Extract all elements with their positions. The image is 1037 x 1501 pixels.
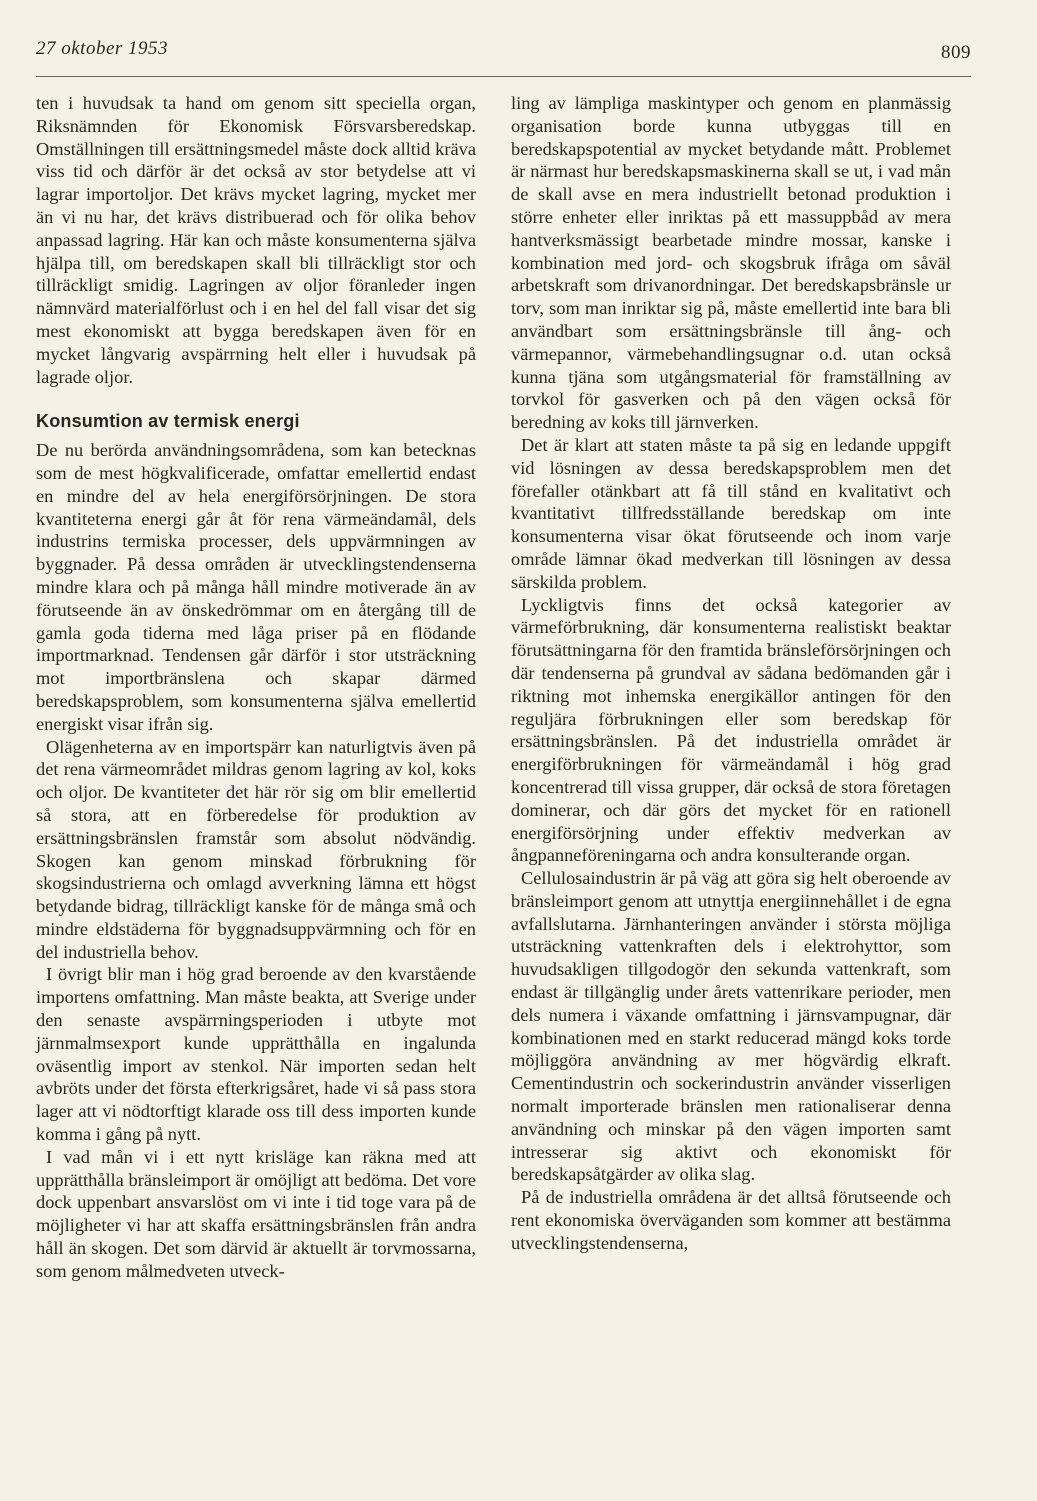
paragraph: ten i huvudsak ta hand om genom sitt speciella organ, Riksnämnden för Ekonomisk Försvarsberedskap. Omställningen till ersättningsmedel måste dock alltid kräva viss tid och därför är det också av stor betydelse att vi lagrar importoljor. Det krävs mycket lagring, mycket mer än vi nu har, det krävs distribuerad och för olika behov anpassad lagring. Här kan och måste konsumenterna själva hjälpa till, om beredskapen skall bli tillräckligt stor och tillräckligt smidig. Lagringen av oljor föranleder ingen nämnvärd materialförlust och i en hel del fall visar det sig mest ekonomiskt att bygga beredskapen även för en mycket långvarig avspärrning helt eller i huvudsak på lagrade oljor. xyxy=(36,93,476,387)
paragraph: På de industriella områdena är det alltså förutseende och rent ekonomiska överväganden som kommer att bestämma utvecklingstendenserna, xyxy=(511,1187,951,1253)
left-column xyxy=(36,92,476,1283)
paragraph: I vad mån vi i ett nytt krisläge kan räkna med att upprätthålla bränsleimport är omöjligt att bedöma. Det vore dock uppenbart ansvarslöst om vi inte i tid toge vara på de möjligheter vi har att skaffa ersättningsbränslen från andra håll än skogen. Det som därvid är aktuellt är torvmossarna, som genom målmedveten utveck- xyxy=(36,1146,476,1281)
page-header xyxy=(36,36,971,77)
paragraph: Cellulosaindustrin är på väg att göra sig helt oberoende av bränsleimport genom att utnyttja energiinnehållet i de egna avfallslutarna. Järnhanteringen använder i största möjliga utsträckning vattenkraften dels i elektrohyttor, som huvudsakligen tillgodogör den sekunda vattenkraft, som endast är tillgänglig under årets vattenrikare perioder, men dels numera i växande omfattning i järnsvampugnar, där kombinationen med en starkt reducerad mängd koks torde möjliggöra användning av mer högvärdig elkraft. Cementindustrin och sockerindustrin använder visserligen normalt importerade bränslen men rationaliserar denna användning och minskar på den vägen importen samt intresserar sig aktivt och ekonomiskt för beredskapsåtgärder av olika slag. xyxy=(511,868,951,1185)
issue-date: 27 oktober 1953 xyxy=(36,38,169,59)
right-column xyxy=(511,92,951,1255)
paragraph: ling av lämpliga maskintyper och genom en planmässig organisation borde kunna utbyggas till en beredskapspotential av mycket betydande mått. Problemet är närmast hur beredskapsmaskinerna skall se ut, i vad mån de skall avse en mera industriellt betonad produktion i större enheter eller inriktas på ett massuppbåd av mera hantverksmässigt bearbetade mindre mossar, kanske i kombination med jord- och skogsbruk ifråga om såväl arbetskraft som drivanordningar. Det beredskapsbränsle ur torv, som man inriktar sig på, måste emellertid inte bara bli användbart som ersättningsbränsle till ång- och värmepannor, värmebehandlingsugnar o.d. utan också kunna tjäna som utgångsmaterial för framställning av torvkol för gasverken och på den vägen också för beredning av koks till järnverken. xyxy=(511,93,951,433)
section-heading: Konsumtion av termisk energi xyxy=(36,411,300,432)
page-number: 809 xyxy=(941,42,971,63)
paragraph: De nu berörda användningsområdena, som kan betecknas som de mest högkvalificerade, omfattar emellertid endast en mindre del av hela energiförsörjningen. De stora kvantiteterna energi går åt för rena värmeändamål, dels industrins termiska processer, dels uppvärmningen av byggnader. På dessa områden är utvecklingstendenserna mindre klara och på många håll mindre motiverade än av förutseende än av önskedrömmar om en återgång till de gamla goda tiderna med låga priser på en flödande importmarknad. Tendensen går därför i stor utsträckning mot importbränslena och skapar därmed beredskapsproblem, som konsumenterna själva emellertid energiskt visar ifrån sig. xyxy=(36,440,476,734)
paragraph: I övrigt blir man i hög grad beroende av den kvarstående importens omfattning. Man måste beakta, att Sverige under den senaste avspärrningsperioden i utbyte mot järnmalmsexport kunde upprätthålla en ingalunda oväsentlig import av stenkol. När importen sedan helt avbröts under det första efterkrigsåret, hade vi så pass stora lager att vi nödtorftigt klarade oss till dess importen kunde komma i gång på nytt. xyxy=(36,964,476,1145)
paragraph: Det är klart att staten måste ta på sig en ledande uppgift vid lösningen av dessa beredskapsproblem men det förefaller otänkbart att få till stånd en kvalitativt och kvantitativt tillfredsställande beredskap om inte konsumenterna visar ökat förutseende och inom varje område lämnar ökad medverkan till lösningen av dessa särskilda problem. xyxy=(511,434,951,592)
paragraph: Olägenheterna av en importspärr kan naturligtvis även på det rena värmeområdet mildras genom lagring av kol, koks och oljor. De kvantiteter det här rör sig om blir emellertid så stora, att en förberedelse för produktion av ersättningsbränslen framstår som absolut nödvändig. Skogen kan genom minskad förbrukning för skogsindustrierna och omlagd avverkning lämna ett högst betydande bidrag, tillräckligt kanske för de många små och mindre eldstäderna för byggnadsuppvärmning och för en del industriella behov. xyxy=(36,736,476,962)
paragraph: Lyckligtvis finns det också kategorier av värmeförbrukning, där konsumenterna realistiskt beaktar förutsättningarna för den framtida bränsleförsörjningen och där tendenserna på grundval av sådana bedömanden går i riktning mot inhemska energikällor antingen för den reguljära förbrukningen eller som beredskap för ersättningsbränslen. På det industriella området är energiförbrukningen för värmeändamål i hög grad koncentrerad till vissa grupper, där också de stora företagen dominerar, och där görs det mycket för en rationell energiförsörjning under effektiv medverkan av ångpanneföreningarna och andra konsulterande organ. xyxy=(511,594,951,866)
